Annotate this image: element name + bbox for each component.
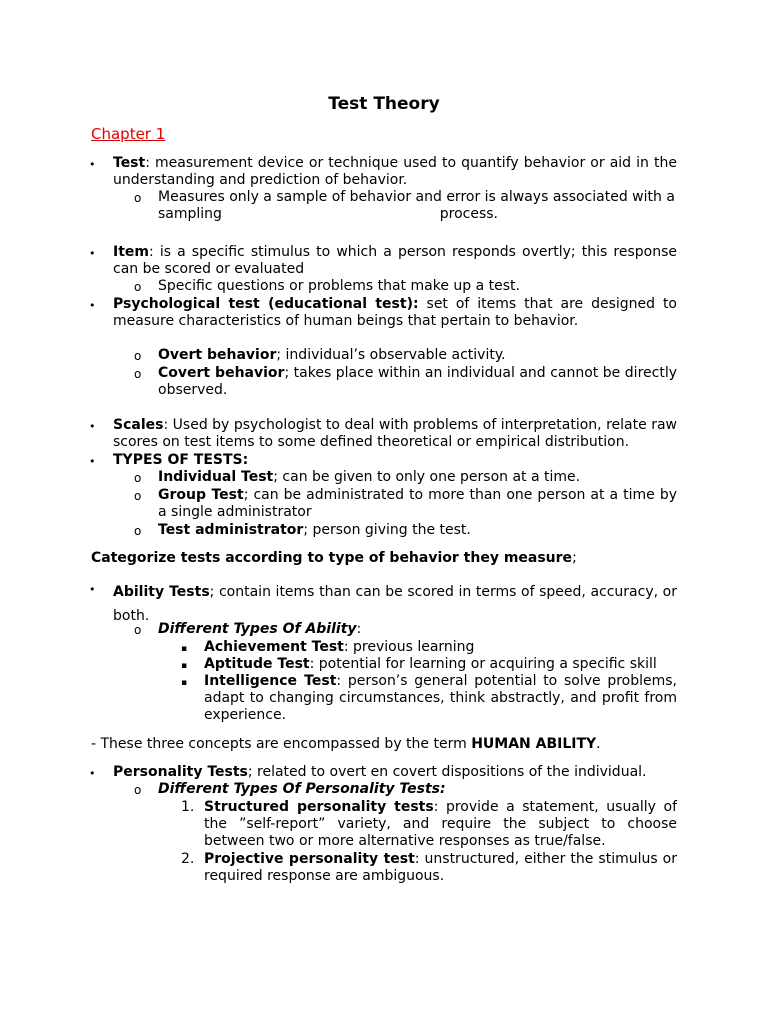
disc-bullet: • — [89, 247, 96, 260]
ability-types-heading: Different Types Of Ability: — [158, 621, 362, 637]
disc-bullet: • — [89, 767, 96, 780]
human-ability-note: - These three concepts are encompassed by the term HUMAN ABILITY. — [91, 736, 601, 752]
term-ability-tests: Ability Tests — [113, 584, 210, 600]
document-title: Test Theory — [328, 94, 440, 114]
projective-personality-test: Projective personality test: unstructured, either the stimulus or required response are ambiguous. — [204, 851, 677, 884]
overt-behavior: Overt behavior; individual’s observable activity. — [158, 347, 506, 363]
test-definition: Test: measurement device or technique used to quantify behavior or aid in the understanding and prediction of behavior. — [113, 155, 677, 188]
list-number: 2. — [181, 851, 195, 867]
term-scales: Scales — [113, 417, 164, 433]
psych-test-definition: Psychological test (educational test): set of items that are designed to measure characteristics of human beings that pertain to behavior. — [113, 296, 677, 329]
term-psych-test: Psychological test (educational test): — [113, 296, 419, 312]
personality-types-heading: Different Types Of Personality Tests: — [158, 781, 446, 797]
circle-bullet: o — [134, 524, 142, 538]
circle-bullet: o — [134, 191, 142, 205]
individual-test: Individual Test; can be given to only one person at a time. — [158, 469, 581, 485]
list-number: 1. — [181, 799, 195, 815]
circle-bullet: o — [134, 489, 142, 503]
term-test: Test — [113, 155, 146, 171]
achievement-test: Achievement Test: previous learning — [204, 639, 475, 655]
types-heading: TYPES OF TESTS: — [113, 452, 249, 468]
square-bullet: ▪ — [181, 644, 188, 654]
disc-bullet: • — [89, 299, 96, 312]
circle-bullet: o — [134, 349, 142, 363]
group-test: Group Test; can be administrated to more than one person at a time by a single administrator — [158, 487, 677, 520]
disc-bullet: • — [89, 158, 96, 171]
test-sub-sample: Measures only a sample of behavior and error is always associated with a sampling process. — [158, 189, 675, 222]
chapter-heading: Chapter 1 — [91, 125, 166, 143]
square-bullet: ▪ — [181, 661, 188, 671]
disc-bullet: • — [89, 455, 96, 468]
circle-bullet: o — [134, 280, 142, 294]
ability-tests: Ability Tests; contain items than can be scored in terms of speed, accuracy, or both. — [113, 584, 677, 624]
personality-tests: Personality Tests; related to overt en covert dispositions of the individual. — [113, 764, 647, 780]
square-bullet: ▪ — [181, 678, 188, 688]
item-sub-questions: Specific questions or problems that make up a test. — [158, 278, 520, 294]
scales-definition: Scales: Used by psychologist to deal with problems of interpretation, relate raw scores on test items to some defined theoretical or empirical distribution. — [113, 417, 677, 450]
circle-bullet: o — [134, 471, 142, 485]
test-administrator: Test administrator; person giving the test. — [158, 522, 471, 538]
disc-bullet: • — [89, 420, 96, 433]
covert-behavior: Covert behavior; takes place within an individual and cannot be directly observed. — [158, 365, 677, 398]
categorize-heading: Categorize tests according to type of behavior they measure; — [91, 550, 577, 566]
aptitude-test: Aptitude Test: potential for learning or acquiring a specific skill — [204, 656, 657, 672]
structured-personality-tests: Structured personality tests: provide a statement, usually of the ”self-report” variety, and require the subject to choose between two or more alternative responses as true/false. — [204, 799, 678, 849]
circle-bullet: o — [134, 783, 142, 797]
term-personality-tests: Personality Tests — [113, 764, 248, 780]
circle-bullet: o — [134, 367, 142, 381]
circle-bullet: o — [134, 623, 142, 637]
item-definition: Item: is a specific stimulus to which a person responds overtly; this response can be scored or evaluated — [113, 244, 677, 277]
intelligence-test: Intelligence Test: person’s general potential to solve problems, adapt to changing circumstances, think abstractly, and profit from experience. — [204, 673, 677, 723]
term-item: Item — [113, 244, 149, 260]
disc-bullet: • — [89, 583, 96, 596]
